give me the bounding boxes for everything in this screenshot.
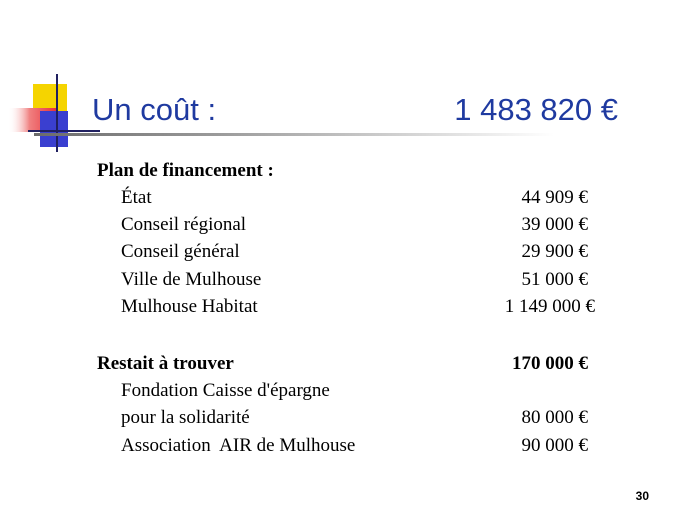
financing-label: État [121, 187, 152, 208]
financing-amount: 44 909 € [521, 187, 588, 208]
financing-row [121, 239, 588, 265]
remaining-item-row [121, 433, 588, 459]
remaining-amount: 170 000 € [512, 353, 588, 374]
financing-label: Ville de Mulhouse [121, 269, 262, 290]
financing-row [121, 267, 588, 293]
page-title: Un coût : [92, 92, 217, 127]
financing-amount: 51 000 € [521, 269, 588, 290]
financing-row [121, 185, 588, 211]
financing-heading: Plan de financement : [97, 160, 274, 181]
remaining-label: Fondation Caisse d'épargne [121, 380, 330, 401]
remaining-item-row [121, 405, 588, 431]
remaining-row [97, 351, 588, 377]
financing-row [121, 212, 588, 238]
remaining-item-amount: 80 000 € [521, 407, 588, 428]
page-number: 30 [635, 489, 649, 503]
remaining-item-amount: 90 000 € [521, 435, 588, 456]
remaining-heading: Restait à trouver [97, 353, 234, 374]
financing-label: Conseil régional [121, 214, 247, 235]
financing-amount: 39 000 € [521, 214, 588, 235]
financing-row [121, 294, 595, 320]
financing-amount: 29 900 € [521, 241, 588, 262]
total-cost-amount: 1 483 820 € [454, 92, 618, 127]
financing-label: Conseil général [121, 241, 240, 262]
remaining-label: pour la solidarité [121, 407, 250, 428]
remaining-item-row [121, 378, 588, 404]
remaining-label: Association AIR de Mulhouse [121, 435, 356, 456]
financing-amount: 1 149 000 € [504, 296, 595, 317]
financing-label: Mulhouse Habitat [121, 296, 258, 317]
